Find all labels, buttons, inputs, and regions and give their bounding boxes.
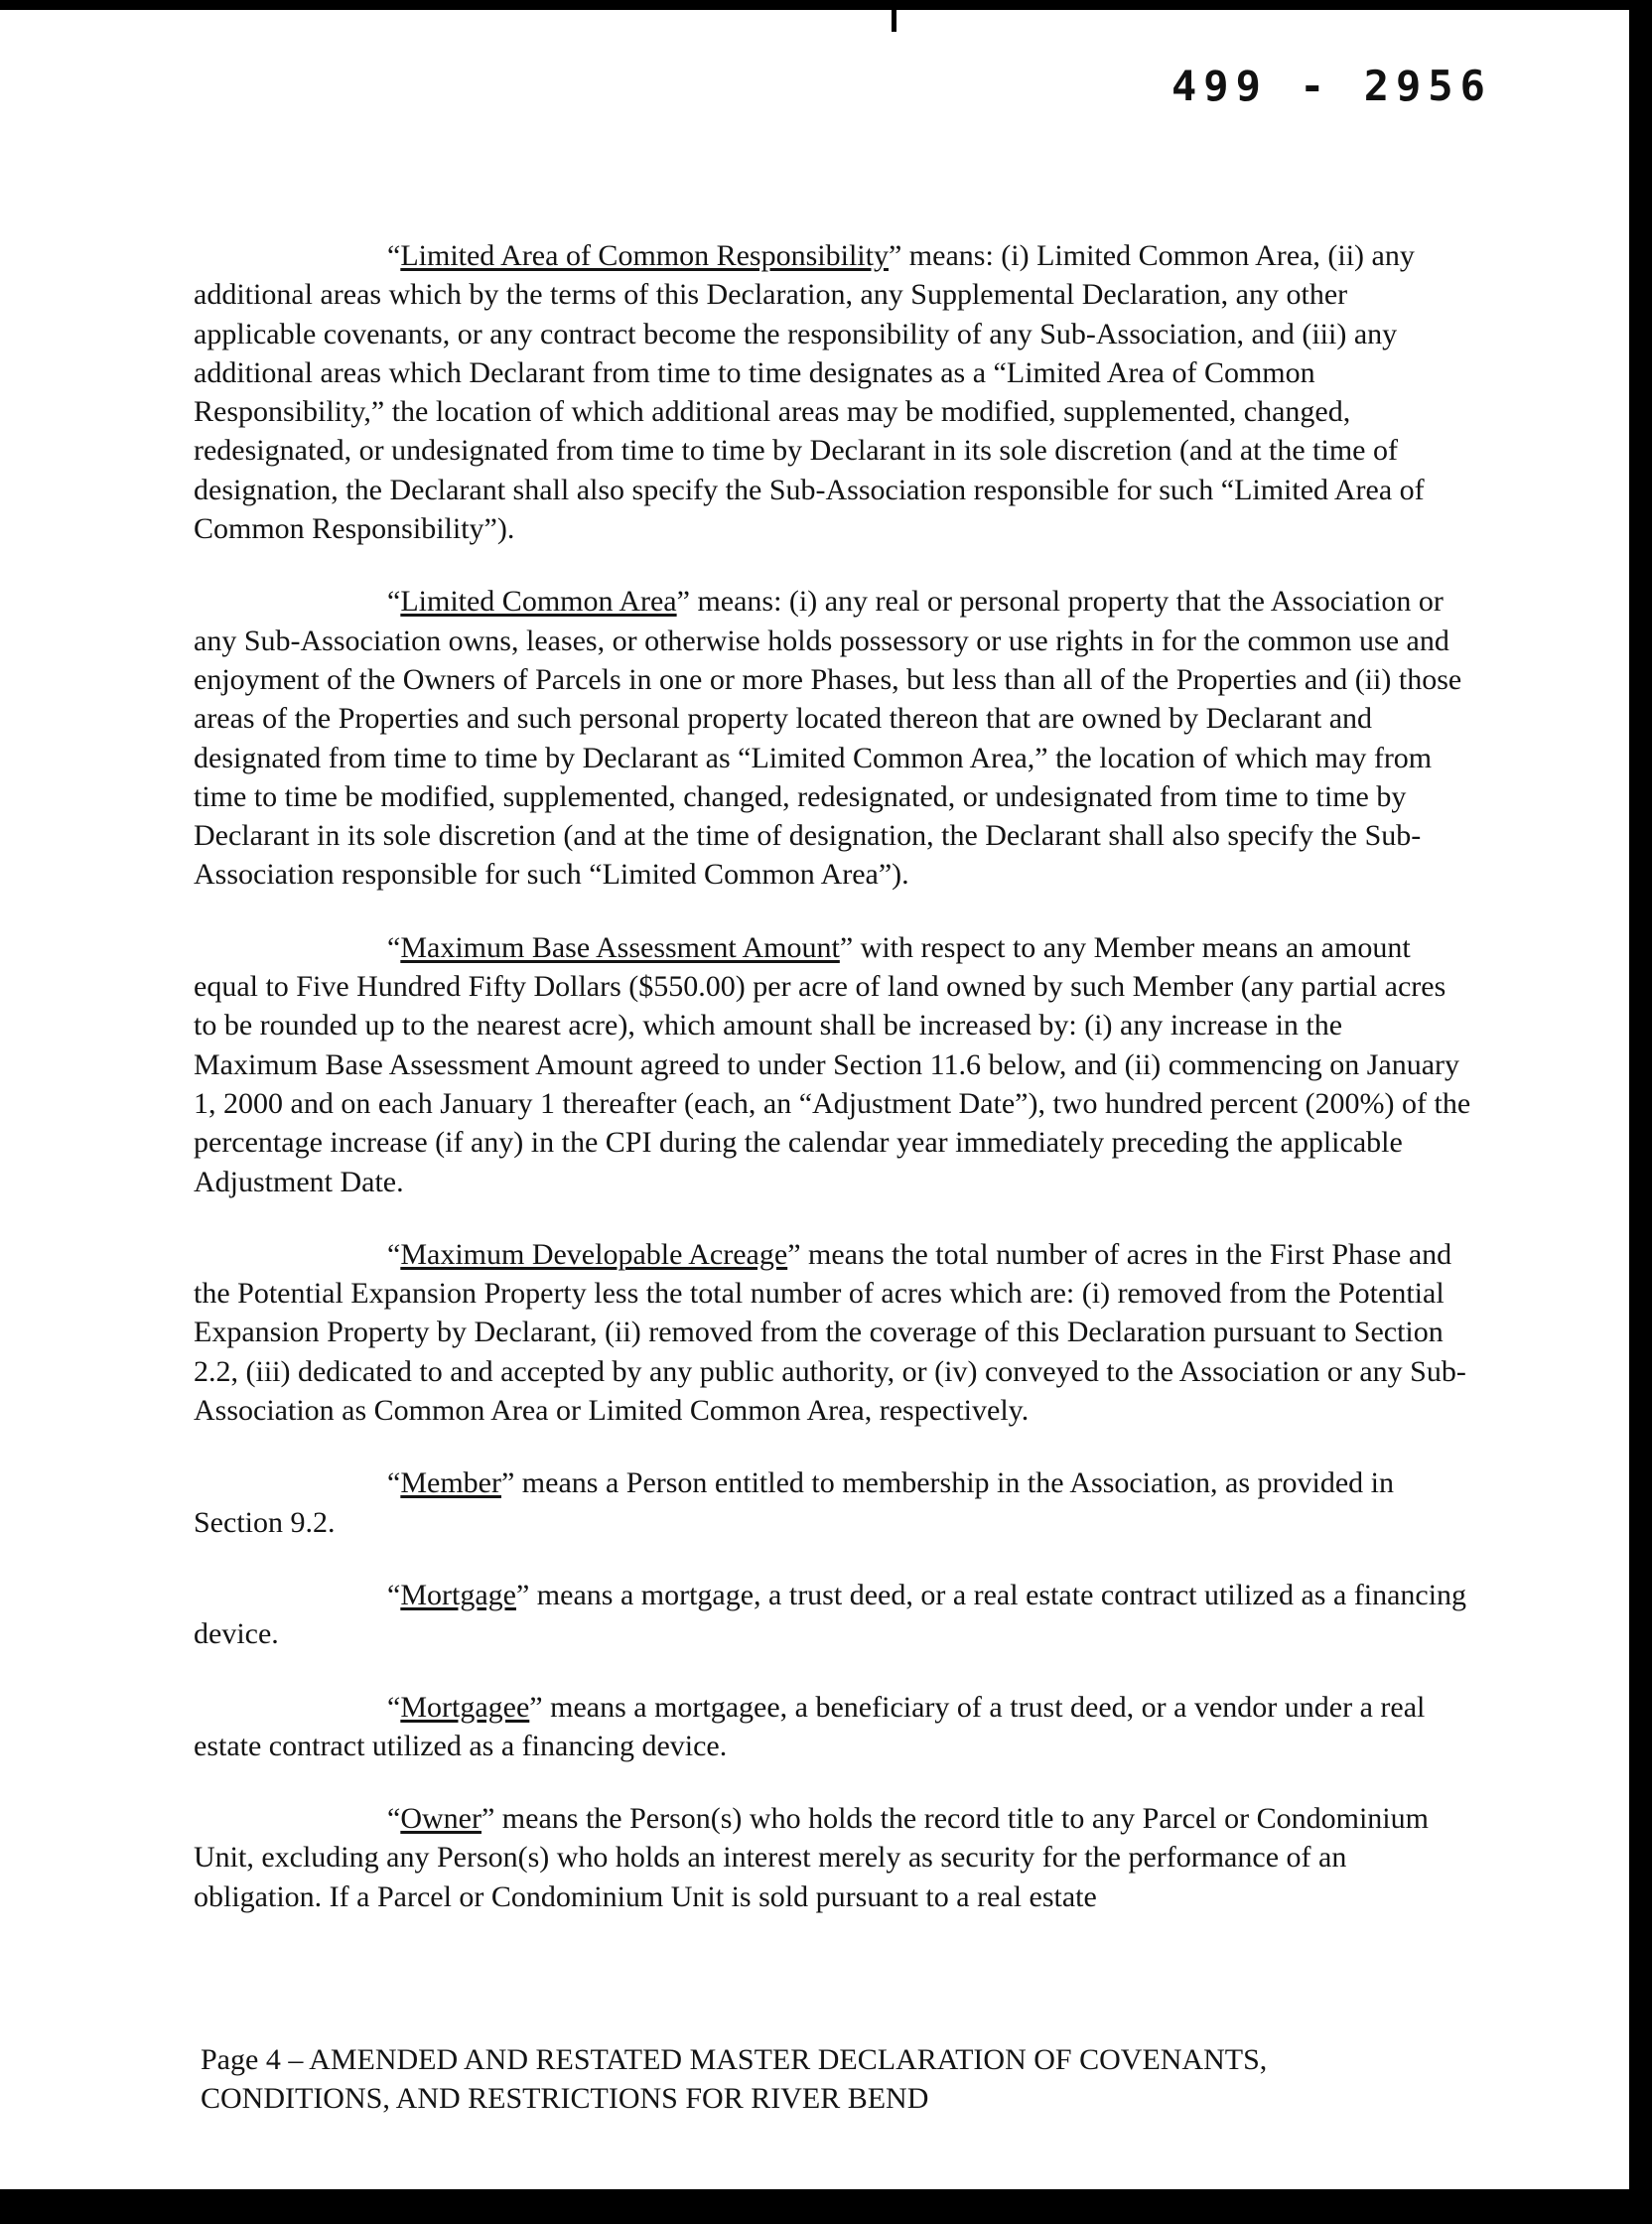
definition-paragraph: “Maximum Developable Acreage” means the total number of acres in the First Phase and the Potential Expansion Property less the total number of acres which are: (i) removed from the Potential Expansion Property by Declarant, (ii) removed from the coverage of this Declaration pursuant to Section 2.2, (iii) dedicated to and accepted by any public authority, or (iv) conveyed to the Association or any Sub-Association as Common Area or Limited Common Area, respectively. <box>194 1237 1466 1428</box>
definition-text: means a mortgagee, a beneficiary of a trust deed, or a vendor under a real estate contract utilized as a financing device. <box>194 1690 1426 1762</box>
definition-paragraph: “Limited Common Area” means: (i) any real or personal property that the Association or any Sub-Association owns, leases, or otherwise holds possessory or use rights in for the common use and enjoyment of the Owners of Parcels in one or more Phases, but less than all of the Properties and (ii) those areas of the Properties and such personal property located thereon that are owned by Declarant and designated from time to time by Declarant as “Limited Common Area,” the location of which may from time to time be modified, supplemented, changed, redesignated, or undesignated from time to time by Declarant in its sole discretion (and at the time of designation, the Declarant shall also specify the Sub-Association responsible for such “Limited Common Area”). <box>194 585 1462 892</box>
scan-notch <box>892 10 896 32</box>
defined-term: Limited Area of Common Responsibility <box>400 239 889 272</box>
page-footer <box>201 2040 1491 2118</box>
definition-paragraph: “Mortgage” means a mortgage, a trust deed, or a real estate contract utilized as a financing device. <box>194 1578 1467 1651</box>
defined-term: Maximum Developable Acreage <box>400 1237 788 1271</box>
footer-line-2: CONDITIONS, AND RESTRICTIONS FOR RIVER BEND <box>201 2082 929 2115</box>
defined-term: Mortgagee <box>400 1690 530 1724</box>
definitions-body <box>194 236 1472 1950</box>
definition-paragraph: “Member” means a Person entitled to membership in the Association, as provided in Section 9.2. <box>194 1466 1394 1539</box>
defined-term: Maximum Base Assessment Amount <box>400 930 840 964</box>
defined-term: Limited Common Area <box>400 585 677 619</box>
document-number: 499 - 2956 <box>1171 62 1492 110</box>
defined-term: Owner <box>400 1802 482 1836</box>
definition-text: means: (i) any real or personal property that the Association or any Sub-Association owns, leases, or otherwise holds possessory or use rights in for the common use and enjoyment of the Owners of Parcels in one or more Phases, but less than all of the Properties and (ii) those areas of the Properties and such personal property located thereon that are owned by Declarant and designated from time to time by Declarant as “Limited Common Area,” the location of which may from time to time be modified, supplemented, changed, redesignated, or undesignated from time to time by Declarant in its sole discretion (and at the time of designation, the Declarant shall also specify the Sub-Association responsible for such “Limited Common Area”). <box>194 585 1462 892</box>
definition-text: means the total number of acres in the First Phase and the Potential Expansion Property less the total number of acres which are: (i) removed from the Potential Expansion Property by Declarant, (ii) removed from the coverage of this Declaration pursuant to Section 2.2, (iii) dedicated to and accepted by any public authority, or (iv) conveyed to the Association or any Sub-Association as Common Area or Limited Common Area, respectively. <box>194 1237 1466 1428</box>
defined-term: Mortgage <box>400 1578 516 1611</box>
definition-text: with respect to any Member means an amount equal to Five Hundred Fifty Dollars ($550.00) per acre of land owned by such Member (any partial acres to be rounded up to the nearest acre), which amount shall be increased by: (i) any increase in the Maximum Base Assessment Amount agreed to under Section 11.6 below, and (ii) commencing on January 1, 2000 and on each January 1 thereafter (each, an “Adjustment Date”), two hundred percent (200%) of the percentage increase (if any) in the CPI during the calendar year immediately preceding the applicable Adjustment Date. <box>194 930 1471 1198</box>
definition-text: means a mortgage, a trust deed, or a real estate contract utilized as a financing device. <box>194 1578 1467 1651</box>
document-page <box>0 10 1629 2189</box>
footer-line-1: Page 4 – AMENDED AND RESTATED MASTER DECLARATION OF COVENANTS, <box>201 2043 1268 2076</box>
definition-text: means the Person(s) who holds the record title to any Parcel or Condominium Unit, excluding any Person(s) who holds an interest merely as security for the performance of an obligation. If a Parcel or Condominium Unit is sold pursuant to a real estate <box>194 1802 1429 1913</box>
definition-paragraph: “Maximum Base Assessment Amount” with respect to any Member means an amount equal to Five Hundred Fifty Dollars ($550.00) per acre of land owned by such Member (any partial acres to be rounded up to the nearest acre), which amount shall be increased by: (i) any increase in the Maximum Base Assessment Amount agreed to under Section 11.6 below, and (ii) commencing on January 1, 2000 and on each January 1 thereafter (each, an “Adjustment Date”), two hundred percent (200%) of the percentage increase (if any) in the CPI during the calendar year immediately preceding the applicable Adjustment Date. <box>194 930 1471 1198</box>
definition-text: means a Person entitled to membership in the Association, as provided in Section 9.2. <box>194 1466 1394 1539</box>
definition-paragraph: “Limited Area of Common Responsibility” means: (i) Limited Common Area, (ii) any additional areas which by the terms of this Declaration, any Supplemental Declaration, any other applicable covenants, or any contract become the responsibility of any Sub-Association, and (iii) any additional areas which Declarant from time to time designates as a “Limited Area of Common Responsibility,” the location of which additional areas may be modified, supplemented, changed, redesignated, or undesignated from time to time by Declarant in its sole discretion (and at the time of designation, the Declarant shall also specify the Sub-Association responsible for such “Limited Area of Common Responsibility”). <box>194 239 1425 546</box>
definition-text: means: (i) Limited Common Area, (ii) any additional areas which by the terms of this Declaration, any Supplemental Declaration, any other applicable covenants, or any contract become the responsibility of any Sub-Association, and (iii) any additional areas which Declarant from time to time designates as a “Limited Area of Common Responsibility,” the location of which additional areas may be modified, supplemented, changed, redesignated, or undesignated from time to time by Declarant in its sole discretion (and at the time of designation, the Declarant shall also specify the Sub-Association responsible for such “Limited Area of Common Responsibility”). <box>194 239 1425 546</box>
definition-paragraph: “Owner” means the Person(s) who holds the record title to any Parcel or Condominium Unit, excluding any Person(s) who holds an interest merely as security for the performance of an obligation. If a Parcel or Condominium Unit is sold pursuant to a real estate <box>194 1802 1429 1913</box>
definition-paragraph: “Mortgagee” means a mortgagee, a beneficiary of a trust deed, or a vendor under a real estate contract utilized as a financing device. <box>194 1690 1426 1762</box>
defined-term: Member <box>400 1466 501 1500</box>
